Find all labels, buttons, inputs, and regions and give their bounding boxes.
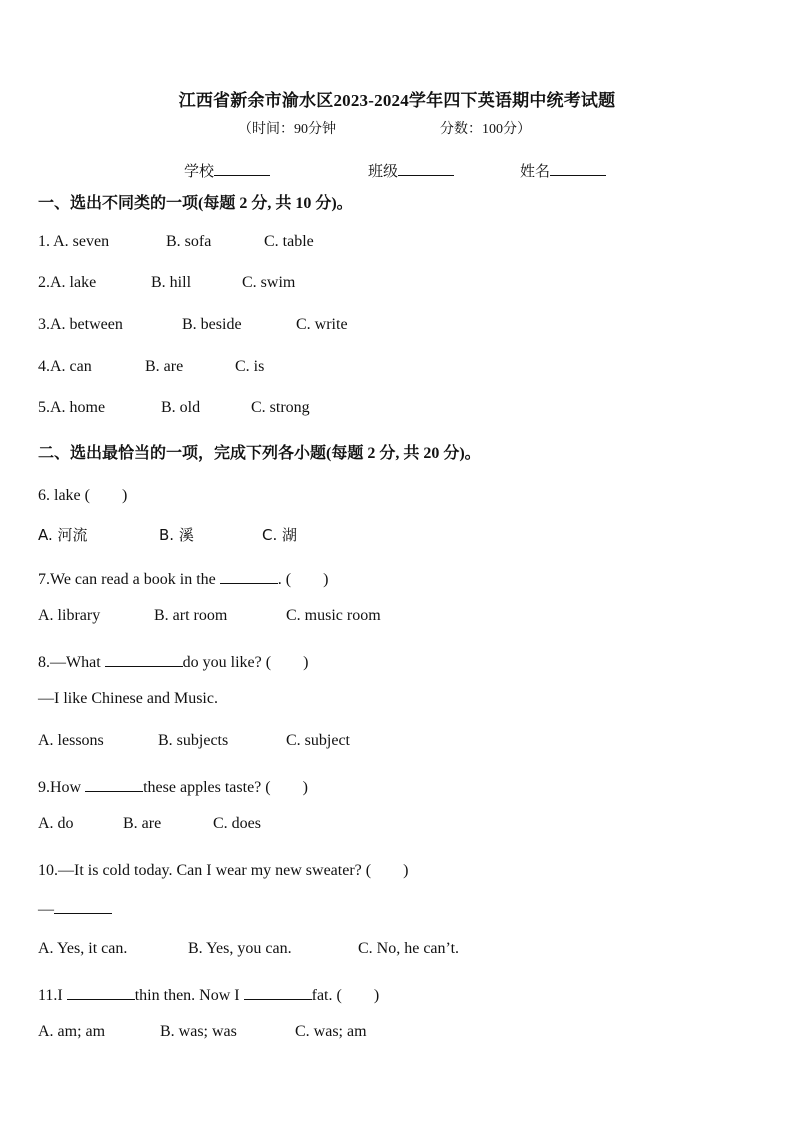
question-10-reply	[38, 899, 112, 919]
question-6-stem: 6. lake ( )	[38, 487, 128, 504]
q7-stem-post: . ( )	[277, 571, 329, 588]
exam-meta	[238, 118, 531, 138]
question-7-options	[38, 607, 381, 625]
class-blank[interactable]	[398, 161, 454, 176]
question-8-answer: —I like Chinese and Music.	[38, 690, 218, 707]
q7-blank[interactable]	[220, 569, 278, 584]
q9-blank[interactable]	[85, 777, 143, 792]
q11-option-c: C. was; am	[295, 1023, 367, 1040]
q6-option-b: B. 溪	[159, 526, 194, 544]
q11-option-b: B. was; was	[160, 1023, 237, 1040]
q4-option-a: 4.A. can	[38, 358, 92, 375]
q8-option-a: A. lessons	[38, 732, 104, 749]
q10-option-b: B. Yes, you can.	[188, 940, 292, 957]
page-title: 江西省新余市渝水区2023-2024学年四下英语期中统考试题	[178, 91, 616, 110]
question-2	[38, 274, 295, 292]
score-label: 分数：100分）	[440, 122, 531, 137]
q8-blank[interactable]	[105, 652, 183, 667]
question-10-options	[38, 940, 459, 958]
q9-option-c: C. does	[213, 815, 261, 832]
q11-stem-pre: 11.I	[38, 987, 67, 1004]
q9-option-a: A. do	[38, 815, 74, 832]
question-11-options	[38, 1023, 367, 1041]
question-8-options	[38, 732, 350, 750]
q1-option-c: C. table	[264, 233, 314, 250]
question-1	[38, 233, 314, 251]
class-label: 班级	[368, 164, 399, 180]
school-label: 学校	[184, 164, 215, 180]
q4-option-b: B. are	[145, 358, 184, 375]
question-8-stem	[38, 649, 308, 672]
q1-option-b: B. sofa	[166, 233, 212, 250]
q2-option-c: C. swim	[242, 274, 296, 291]
q7-stem-pre: 7.We can read a book in the	[38, 571, 220, 588]
question-6-options	[38, 524, 297, 545]
section-2-title: 二、选出最恰当的一项，完成下列各小题(每题 2 分, 共 20 分)。	[38, 445, 481, 462]
q5-option-a: 5.A. home	[38, 399, 106, 416]
q8-stem-pre: 8.—What	[38, 654, 105, 671]
q5-option-c: C. strong	[251, 399, 310, 416]
q10-blank[interactable]	[54, 899, 112, 914]
q11-stem-mid: thin then. Now I	[134, 987, 244, 1004]
time-label: （时间：90分钟	[238, 122, 336, 137]
q10-option-c: C. No, he can’t.	[358, 940, 460, 957]
q6-option-c: C. 湖	[262, 526, 298, 544]
question-3	[38, 316, 348, 334]
q8-stem-post: do you like? ( )	[182, 654, 309, 671]
question-10-stem: 10.—It is cold today. Can I wear my new sweater? ( )	[38, 862, 409, 879]
q9-option-b: B. are	[123, 815, 162, 832]
q4-option-c: C. is	[235, 358, 265, 375]
question-7-stem	[38, 566, 328, 589]
q9-stem-pre: 9.How	[38, 779, 86, 796]
q1-option-a: 1. A. seven	[38, 233, 110, 250]
q9-stem-post: these apples taste? ( )	[143, 779, 308, 796]
q11-blank-2[interactable]	[244, 985, 312, 1000]
name-label: 姓名	[520, 164, 551, 180]
question-9-stem	[38, 774, 308, 797]
q7-option-c: C. music room	[286, 607, 381, 624]
class-field[interactable]	[368, 160, 454, 181]
q11-option-a: A. am; am	[38, 1023, 106, 1040]
q3-option-c: C. write	[296, 316, 348, 333]
q8-option-b: B. subjects	[158, 732, 229, 749]
question-11-stem	[38, 982, 379, 1005]
school-blank[interactable]	[214, 161, 270, 176]
question-5	[38, 399, 310, 417]
q7-option-a: A. library	[38, 607, 101, 624]
name-field[interactable]	[520, 160, 606, 181]
section-1-title: 一、选出不同类的一项(每题 2 分, 共 10 分)。	[38, 195, 353, 212]
q11-stem-post: fat. ( )	[311, 987, 380, 1004]
q3-option-a: 3.A. between	[38, 316, 123, 333]
q3-option-b: B. beside	[182, 316, 242, 333]
q8-option-c: C. subject	[286, 732, 350, 749]
question-9-options	[38, 815, 261, 833]
school-field[interactable]	[184, 160, 270, 181]
q2-option-a: 2.A. lake	[38, 274, 97, 291]
q10-dash: —	[38, 901, 54, 918]
q11-blank-1[interactable]	[67, 985, 135, 1000]
q2-option-b: B. hill	[151, 274, 192, 291]
q5-option-b: B. old	[161, 399, 201, 416]
question-4	[38, 358, 264, 376]
q6-option-a: A. 河流	[38, 526, 88, 544]
q7-option-b: B. art room	[154, 607, 228, 624]
q10-option-a: A. Yes, it can.	[38, 940, 128, 957]
name-blank[interactable]	[550, 161, 606, 176]
